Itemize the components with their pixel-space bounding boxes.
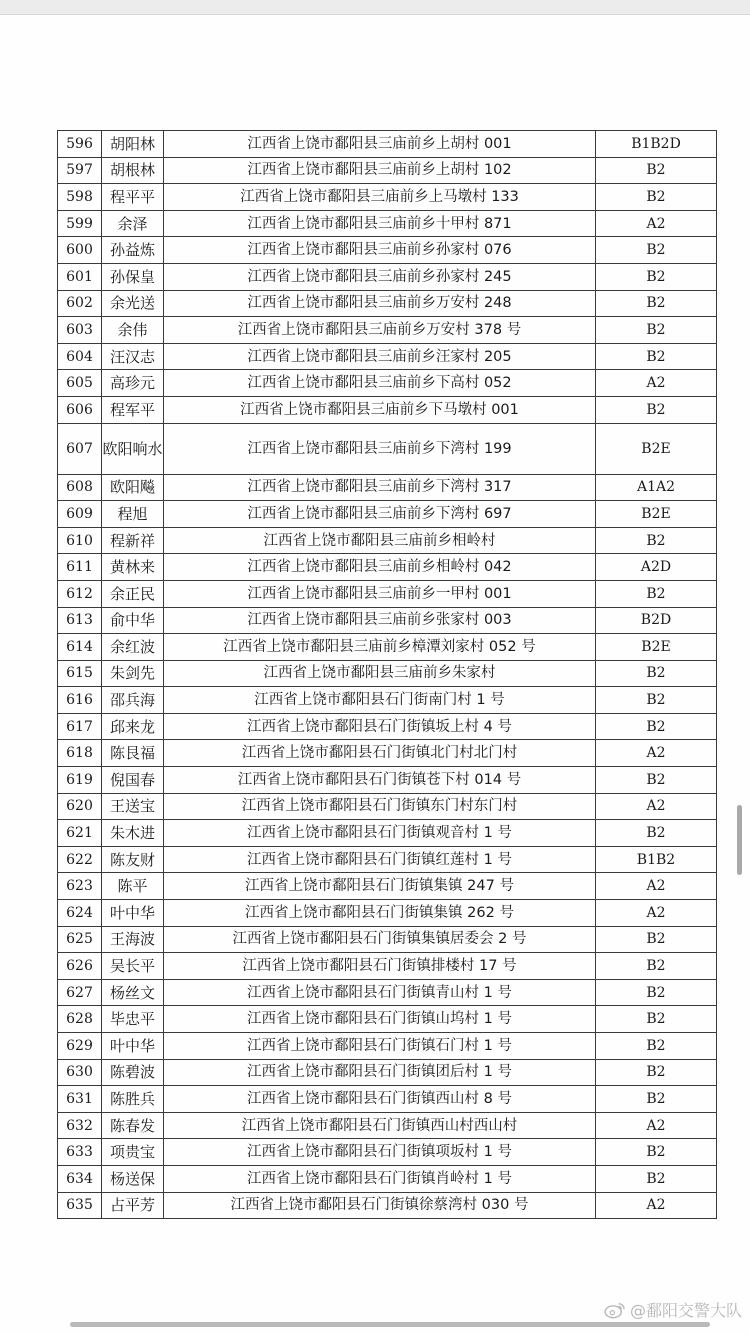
row-number: 601 xyxy=(58,263,102,290)
row-number: 619 xyxy=(58,767,102,794)
row-license-type: B2 xyxy=(596,767,717,794)
row-address: 江西省上饶市鄱阳县三庙前乡张家村 003 xyxy=(164,607,596,634)
table-row xyxy=(58,1165,717,1192)
row-number: 603 xyxy=(58,317,102,344)
row-address: 江西省上饶市鄱阳县石门街镇北门村北门村 xyxy=(164,740,596,767)
table-row xyxy=(58,1006,717,1033)
row-number: 618 xyxy=(58,740,102,767)
table-row xyxy=(58,501,717,528)
table-row xyxy=(58,1112,717,1139)
watermark-text: @鄱阳交警大队 xyxy=(629,1301,742,1320)
row-address: 江西省上饶市鄱阳县三庙前乡上马墩村 133 xyxy=(164,184,596,211)
row-address: 江西省上饶市鄱阳县三庙前乡一甲村 001 xyxy=(164,580,596,607)
table-row xyxy=(58,660,717,687)
row-number: 598 xyxy=(58,184,102,211)
row-license-type: B2 xyxy=(596,580,717,607)
table-row xyxy=(58,157,717,184)
row-license-type: A2D xyxy=(596,554,717,581)
row-license-type: B2 xyxy=(596,1059,717,1086)
table-row xyxy=(58,740,717,767)
row-license-type: B1B2D xyxy=(596,131,717,158)
row-license-type: B2 xyxy=(596,1006,717,1033)
row-number: 631 xyxy=(58,1086,102,1113)
table-row xyxy=(58,793,717,820)
license-table-body xyxy=(58,131,717,1219)
row-address: 江西省上饶市鄱阳县石门街镇肖岭村 1 号 xyxy=(164,1165,596,1192)
row-license-type: B2 xyxy=(596,527,717,554)
row-name: 项贵宝 xyxy=(102,1139,164,1166)
table-row xyxy=(58,1059,717,1086)
row-name: 陈平 xyxy=(102,873,164,900)
row-name: 俞中华 xyxy=(102,607,164,634)
row-address: 江西省上饶市鄱阳县石门街镇排楼村 17 号 xyxy=(164,953,596,980)
row-number: 630 xyxy=(58,1059,102,1086)
row-license-type: B2 xyxy=(596,1165,717,1192)
table-row xyxy=(58,634,717,661)
row-address: 江西省上饶市鄱阳县石门街镇集镇 262 号 xyxy=(164,900,596,927)
row-license-type: B2 xyxy=(596,237,717,264)
row-name: 陈春发 xyxy=(102,1112,164,1139)
row-license-type: B2 xyxy=(596,290,717,317)
row-number: 627 xyxy=(58,979,102,1006)
table-row xyxy=(58,554,717,581)
row-name: 王送宝 xyxy=(102,793,164,820)
table-row xyxy=(58,873,717,900)
row-name: 程旭 xyxy=(102,501,164,528)
row-number: 616 xyxy=(58,687,102,714)
row-name: 叶中华 xyxy=(102,900,164,927)
row-name: 余红波 xyxy=(102,634,164,661)
table-row xyxy=(58,713,717,740)
row-name: 朱剑先 xyxy=(102,660,164,687)
row-name: 余正民 xyxy=(102,580,164,607)
row-number: 613 xyxy=(58,607,102,634)
row-number: 607 xyxy=(58,423,102,474)
row-address: 江西省上饶市鄱阳县三庙前乡朱家村 xyxy=(164,660,596,687)
row-number: 606 xyxy=(58,396,102,423)
table-row xyxy=(58,1192,717,1219)
table-row xyxy=(58,580,717,607)
row-name: 余伟 xyxy=(102,317,164,344)
table-row xyxy=(58,317,717,344)
table-row xyxy=(58,1033,717,1060)
row-address: 江西省上饶市鄱阳县石门街镇坂上村 4 号 xyxy=(164,713,596,740)
row-number: 622 xyxy=(58,846,102,873)
row-number: 634 xyxy=(58,1165,102,1192)
table-row xyxy=(58,979,717,1006)
row-address: 江西省上饶市鄱阳县石门街镇西山村 8 号 xyxy=(164,1086,596,1113)
row-address: 江西省上饶市鄱阳县三庙前乡下湾村 697 xyxy=(164,501,596,528)
row-name: 高珍元 xyxy=(102,370,164,397)
row-address: 江西省上饶市鄱阳县三庙前乡汪家村 205 xyxy=(164,343,596,370)
row-name: 欧阳响水 xyxy=(102,423,164,474)
row-license-type: B2 xyxy=(596,317,717,344)
row-address: 江西省上饶市鄱阳县石门街镇红莲村 1 号 xyxy=(164,846,596,873)
table-row xyxy=(58,900,717,927)
row-address: 江西省上饶市鄱阳县三庙前乡相岭村 042 xyxy=(164,554,596,581)
horizontal-scrollbar[interactable] xyxy=(70,1322,710,1327)
row-license-type: B2 xyxy=(596,396,717,423)
table-row xyxy=(58,687,717,714)
row-license-type: B2 xyxy=(596,263,717,290)
row-name: 陈艮福 xyxy=(102,740,164,767)
row-license-type: B2E xyxy=(596,634,717,661)
row-number: 599 xyxy=(58,210,102,237)
row-number: 604 xyxy=(58,343,102,370)
row-name: 程平平 xyxy=(102,184,164,211)
table-row xyxy=(58,237,717,264)
row-number: 620 xyxy=(58,793,102,820)
row-name: 朱木进 xyxy=(102,820,164,847)
row-name: 陈胜兵 xyxy=(102,1086,164,1113)
row-name: 孙保皇 xyxy=(102,263,164,290)
table-row xyxy=(58,926,717,953)
row-address: 江西省上饶市鄱阳县石门街镇集镇居委会 2 号 xyxy=(164,926,596,953)
row-name: 余泽 xyxy=(102,210,164,237)
row-license-type: B1B2 xyxy=(596,846,717,873)
row-license-type: B2 xyxy=(596,1086,717,1113)
row-address: 江西省上饶市鄱阳县石门街镇团后村 1 号 xyxy=(164,1059,596,1086)
row-address: 江西省上饶市鄱阳县三庙前乡万安村 248 xyxy=(164,290,596,317)
row-number: 628 xyxy=(58,1006,102,1033)
row-name: 黄林来 xyxy=(102,554,164,581)
row-address: 江西省上饶市鄱阳县石门街镇苍下村 014 号 xyxy=(164,767,596,794)
row-name: 程新祥 xyxy=(102,527,164,554)
row-number: 612 xyxy=(58,580,102,607)
row-license-type: A2 xyxy=(596,740,717,767)
row-license-type: B2 xyxy=(596,713,717,740)
table-row xyxy=(58,131,717,158)
row-name: 倪国春 xyxy=(102,767,164,794)
row-address: 江西省上饶市鄱阳县石门街镇青山村 1 号 xyxy=(164,979,596,1006)
row-number: 600 xyxy=(58,237,102,264)
table-row xyxy=(58,846,717,873)
row-license-type: B2 xyxy=(596,979,717,1006)
row-address: 江西省上饶市鄱阳县石门街镇徐蔡湾村 030 号 xyxy=(164,1192,596,1219)
row-name: 邵兵海 xyxy=(102,687,164,714)
weibo-icon xyxy=(604,1301,626,1319)
row-number: 605 xyxy=(58,370,102,397)
row-license-type: B2D xyxy=(596,607,717,634)
table-row xyxy=(58,263,717,290)
table-row xyxy=(58,290,717,317)
row-license-type: B2 xyxy=(596,820,717,847)
row-license-type: B2 xyxy=(596,926,717,953)
table-row xyxy=(58,396,717,423)
row-address: 江西省上饶市鄱阳县三庙前乡万安村 378 号 xyxy=(164,317,596,344)
table-row xyxy=(58,767,717,794)
row-name: 胡阳林 xyxy=(102,131,164,158)
row-address: 江西省上饶市鄱阳县石门街镇西山村西山村 xyxy=(164,1112,596,1139)
row-license-type: A2 xyxy=(596,1112,717,1139)
row-address: 江西省上饶市鄱阳县三庙前乡相岭村 xyxy=(164,527,596,554)
row-license-type: B2 xyxy=(596,953,717,980)
row-address: 江西省上饶市鄱阳县三庙前乡樟潭刘家村 052 号 xyxy=(164,634,596,661)
table-row xyxy=(58,343,717,370)
row-address: 江西省上饶市鄱阳县三庙前乡下湾村 199 xyxy=(164,423,596,474)
row-number: 624 xyxy=(58,900,102,927)
row-address: 江西省上饶市鄱阳县三庙前乡孙家村 245 xyxy=(164,263,596,290)
row-license-type: B2 xyxy=(596,1033,717,1060)
row-license-type: A1A2 xyxy=(596,474,717,501)
row-name: 叶中华 xyxy=(102,1033,164,1060)
row-address: 江西省上饶市鄱阳县三庙前乡十甲村 871 xyxy=(164,210,596,237)
row-name: 邱来龙 xyxy=(102,713,164,740)
row-name: 占平芳 xyxy=(102,1192,164,1219)
row-license-type: A2 xyxy=(596,1192,717,1219)
table-row xyxy=(58,184,717,211)
row-number: 602 xyxy=(58,290,102,317)
row-name: 胡根林 xyxy=(102,157,164,184)
row-name: 孙益炼 xyxy=(102,237,164,264)
row-license-type: B2 xyxy=(596,660,717,687)
row-number: 623 xyxy=(58,873,102,900)
table-row xyxy=(58,474,717,501)
row-license-type: B2E xyxy=(596,423,717,474)
row-number: 621 xyxy=(58,820,102,847)
row-number: 626 xyxy=(58,953,102,980)
row-number: 609 xyxy=(58,501,102,528)
row-name: 陈碧波 xyxy=(102,1059,164,1086)
row-address: 江西省上饶市鄱阳县三庙前乡下高村 052 xyxy=(164,370,596,397)
row-license-type: B2E xyxy=(596,501,717,528)
row-name: 杨丝文 xyxy=(102,979,164,1006)
table-row xyxy=(58,607,717,634)
table-row xyxy=(58,1086,717,1113)
row-name: 欧阳飚 xyxy=(102,474,164,501)
row-address: 江西省上饶市鄱阳县石门街镇项坂村 1 号 xyxy=(164,1139,596,1166)
row-number: 625 xyxy=(58,926,102,953)
row-license-type: A2 xyxy=(596,370,717,397)
row-address: 江西省上饶市鄱阳县石门街镇观音村 1 号 xyxy=(164,820,596,847)
row-number: 635 xyxy=(58,1192,102,1219)
row-license-type: B2 xyxy=(596,1139,717,1166)
row-name: 吴长平 xyxy=(102,953,164,980)
row-license-type: A2 xyxy=(596,873,717,900)
watermark xyxy=(604,1298,742,1321)
row-number: 597 xyxy=(58,157,102,184)
table-row xyxy=(58,953,717,980)
vertical-scrollbar[interactable] xyxy=(737,805,742,875)
row-address: 江西省上饶市鄱阳县三庙前乡下马墩村 001 xyxy=(164,396,596,423)
row-number: 617 xyxy=(58,713,102,740)
row-license-type: A2 xyxy=(596,210,717,237)
row-number: 608 xyxy=(58,474,102,501)
table-row xyxy=(58,1139,717,1166)
row-name: 杨送保 xyxy=(102,1165,164,1192)
row-name: 程军平 xyxy=(102,396,164,423)
row-address: 江西省上饶市鄱阳县三庙前乡下湾村 317 xyxy=(164,474,596,501)
row-number: 596 xyxy=(58,131,102,158)
row-name: 毕忠平 xyxy=(102,1006,164,1033)
row-license-type: B2 xyxy=(596,157,717,184)
table-row xyxy=(58,210,717,237)
row-license-type: A2 xyxy=(596,793,717,820)
row-name: 陈友财 xyxy=(102,846,164,873)
row-license-type: B2 xyxy=(596,184,717,211)
row-number: 614 xyxy=(58,634,102,661)
table-row xyxy=(58,527,717,554)
row-address: 江西省上饶市鄱阳县石门街镇石门村 1 号 xyxy=(164,1033,596,1060)
license-table xyxy=(57,130,717,1219)
row-number: 629 xyxy=(58,1033,102,1060)
row-name: 余光送 xyxy=(102,290,164,317)
row-address: 江西省上饶市鄱阳县石门街镇东门村东门村 xyxy=(164,793,596,820)
row-address: 江西省上饶市鄱阳县三庙前乡上胡村 102 xyxy=(164,157,596,184)
row-address: 江西省上饶市鄱阳县石门街镇集镇 247 号 xyxy=(164,873,596,900)
row-name: 汪汉志 xyxy=(102,343,164,370)
row-number: 615 xyxy=(58,660,102,687)
table-row xyxy=(58,820,717,847)
table-row xyxy=(58,370,717,397)
row-number: 632 xyxy=(58,1112,102,1139)
row-number: 633 xyxy=(58,1139,102,1166)
row-name: 王海波 xyxy=(102,926,164,953)
row-address: 江西省上饶市鄱阳县石门街镇山坞村 1 号 xyxy=(164,1006,596,1033)
table-row xyxy=(58,423,717,474)
row-license-type: A2 xyxy=(596,900,717,927)
row-address: 江西省上饶市鄱阳县石门街南门村 1 号 xyxy=(164,687,596,714)
row-address: 江西省上饶市鄱阳县三庙前乡上胡村 001 xyxy=(164,131,596,158)
row-license-type: B2 xyxy=(596,343,717,370)
row-number: 611 xyxy=(58,554,102,581)
row-license-type: B2 xyxy=(596,687,717,714)
row-address: 江西省上饶市鄱阳县三庙前乡孙家村 076 xyxy=(164,237,596,264)
top-status-bar xyxy=(0,0,750,15)
row-number: 610 xyxy=(58,527,102,554)
